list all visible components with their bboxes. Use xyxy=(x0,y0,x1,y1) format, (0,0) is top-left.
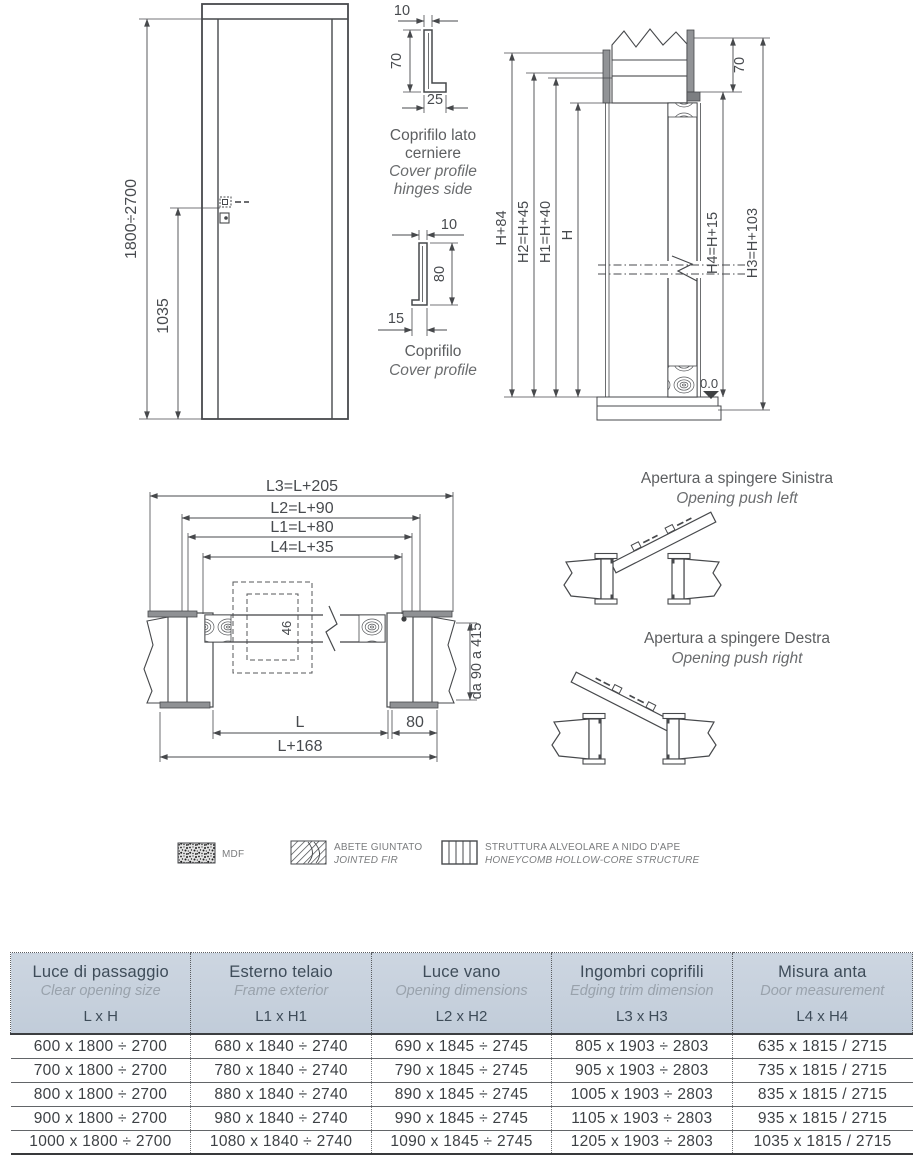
dim-ph-bottom: 25 xyxy=(426,92,444,108)
table-row xyxy=(11,1130,913,1154)
cell: 1090 x 1845 ÷ 2745 xyxy=(371,1130,551,1154)
opening-right-title-it: Apertura a spingere Destra xyxy=(643,630,831,647)
dim-h1: H1=H+40 xyxy=(538,200,554,264)
legend-honeycomb-label-en: HONEYCOMB HOLLOW-CORE STRUCTURE xyxy=(485,855,700,866)
cover-profile-drawing xyxy=(378,217,477,379)
cell: 700 x 1800 ÷ 2700 xyxy=(11,1058,191,1082)
dim-pp-bottom: 15 xyxy=(387,311,405,327)
dim-l168: L+168 xyxy=(277,738,323,755)
dim-wall-depth: da 90 a 415 xyxy=(469,622,485,700)
door-handle-icon xyxy=(220,197,249,223)
cell: 1005 x 1903 ÷ 2803 xyxy=(552,1082,732,1106)
cell: 1205 x 1903 ÷ 2803 xyxy=(552,1130,732,1154)
door-elevation-drawing xyxy=(123,4,348,419)
ph-caption-it-2: cerniere xyxy=(405,145,461,162)
cell: 990 x 1845 ÷ 2745 xyxy=(371,1106,551,1130)
legend-fir-label-it: ABETE GIUNTATO xyxy=(334,842,423,853)
floor-level-label: 0.0 xyxy=(700,376,719,391)
cell: 790 x 1845 ÷ 2745 xyxy=(371,1058,551,1082)
ph-caption-it-1: Coprifilo lato xyxy=(389,127,477,144)
dim-h4: H4=H+15 xyxy=(705,211,721,275)
table-row xyxy=(11,1034,913,1058)
dim-door-height: 1800÷2700 xyxy=(123,179,140,259)
dim-pp-top: 10 xyxy=(440,217,458,233)
ph-caption-en-2: hinges side xyxy=(393,181,473,198)
dim-l3: L3=L+205 xyxy=(265,478,339,495)
cell: 1035 x 1815 / 2715 xyxy=(732,1130,912,1154)
col-header-opening-dimensions: Luce vano Opening dimensions L2 x H2 xyxy=(371,953,551,1035)
dim-h2: H2=H+45 xyxy=(516,200,532,264)
opening-push-right-diagram xyxy=(552,630,830,764)
dim-l2: L2=L+90 xyxy=(270,500,334,517)
dim-h84: H+84 xyxy=(494,210,510,246)
opening-right-title-en: Opening push right xyxy=(671,650,803,667)
col-header-door-measurement: Misura anta Door measurement L4 x H4 xyxy=(732,953,912,1035)
cell: 935 x 1815 / 2715 xyxy=(732,1106,912,1130)
cell: 905 x 1903 ÷ 2803 xyxy=(552,1058,732,1082)
table-header-row xyxy=(11,953,913,1035)
cell: 805 x 1903 ÷ 2803 xyxy=(552,1034,732,1058)
table-row xyxy=(11,1106,913,1130)
cover-profile-hinges-drawing xyxy=(389,3,477,198)
hinge-pivot-icon xyxy=(401,616,406,621)
level-marker-icon xyxy=(703,391,719,399)
materials-legend xyxy=(178,841,699,866)
dim-46: 46 xyxy=(279,620,294,636)
cell: 635 x 1815 / 2715 xyxy=(732,1034,912,1058)
dimensions-table xyxy=(10,952,913,1155)
cell: 680 x 1840 ÷ 2740 xyxy=(191,1034,371,1058)
horizontal-section-drawing xyxy=(144,478,485,762)
cell: 1080 x 1840 ÷ 2740 xyxy=(191,1130,371,1154)
dim-l4: L4=L+35 xyxy=(270,539,334,556)
legend-fir-label-en: JOINTED FIR xyxy=(334,855,398,866)
dim-l: L xyxy=(295,714,305,731)
cell: 1000 x 1800 ÷ 2700 xyxy=(11,1130,191,1154)
cell: 980 x 1840 ÷ 2740 xyxy=(191,1106,371,1130)
dim-80: 80 xyxy=(406,714,424,731)
honeycomb-swatch-icon xyxy=(442,841,477,864)
table-row xyxy=(11,1058,913,1082)
cell: 800 x 1800 ÷ 2700 xyxy=(11,1082,191,1106)
pp-caption-it: Coprifilo xyxy=(404,343,462,360)
pp-caption-en: Cover profile xyxy=(389,362,477,379)
opening-left-title-en: Opening push left xyxy=(676,490,798,507)
dim-pp-side: 80 xyxy=(432,265,448,283)
cell: 835 x 1815 / 2715 xyxy=(732,1082,912,1106)
col-header-edging-trim: Ingombri coprifili Edging trim dimension L3 x H3 xyxy=(552,953,732,1035)
dim-handle-height: 1035 xyxy=(155,298,172,334)
dim-ph-top: 10 xyxy=(393,3,411,19)
cell: 780 x 1840 ÷ 2740 xyxy=(191,1058,371,1082)
dim-h3: H3=H+103 xyxy=(745,207,761,279)
col-header-clear-opening: Luce di passaggio Clear opening size L x H xyxy=(11,953,191,1035)
cell: 900 x 1800 ÷ 2700 xyxy=(11,1106,191,1130)
ph-caption-en-1: Cover profile xyxy=(389,163,477,180)
legend-honeycomb-label-it: STRUTTURA ALVEOLARE A NIDO D'APE xyxy=(485,842,681,853)
cell: 600 x 1800 ÷ 2700 xyxy=(11,1034,191,1058)
cell: 690 x 1845 ÷ 2745 xyxy=(371,1034,551,1058)
dim-l1: L1=L+80 xyxy=(270,519,334,536)
table-row xyxy=(11,1082,913,1106)
dim-h: H xyxy=(560,229,576,241)
dim-70: 70 xyxy=(732,56,748,74)
vertical-section-drawing xyxy=(494,29,770,420)
fir-swatch-icon xyxy=(291,841,326,864)
opening-left-title-it: Apertura a spingere Sinistra xyxy=(640,470,834,487)
cell: 890 x 1845 ÷ 2745 xyxy=(371,1082,551,1106)
legend-mdf-label: MDF xyxy=(222,849,245,860)
cell: 735 x 1815 / 2715 xyxy=(732,1058,912,1082)
mdf-swatch-icon xyxy=(178,843,215,863)
cell: 1105 x 1903 ÷ 2803 xyxy=(552,1106,732,1130)
dim-ph-side: 70 xyxy=(389,52,405,70)
cell: 880 x 1840 ÷ 2740 xyxy=(191,1082,371,1106)
opening-push-left-diagram xyxy=(564,470,833,604)
col-header-frame-exterior: Esterno telaio Frame exterior L1 x H1 xyxy=(191,953,371,1035)
